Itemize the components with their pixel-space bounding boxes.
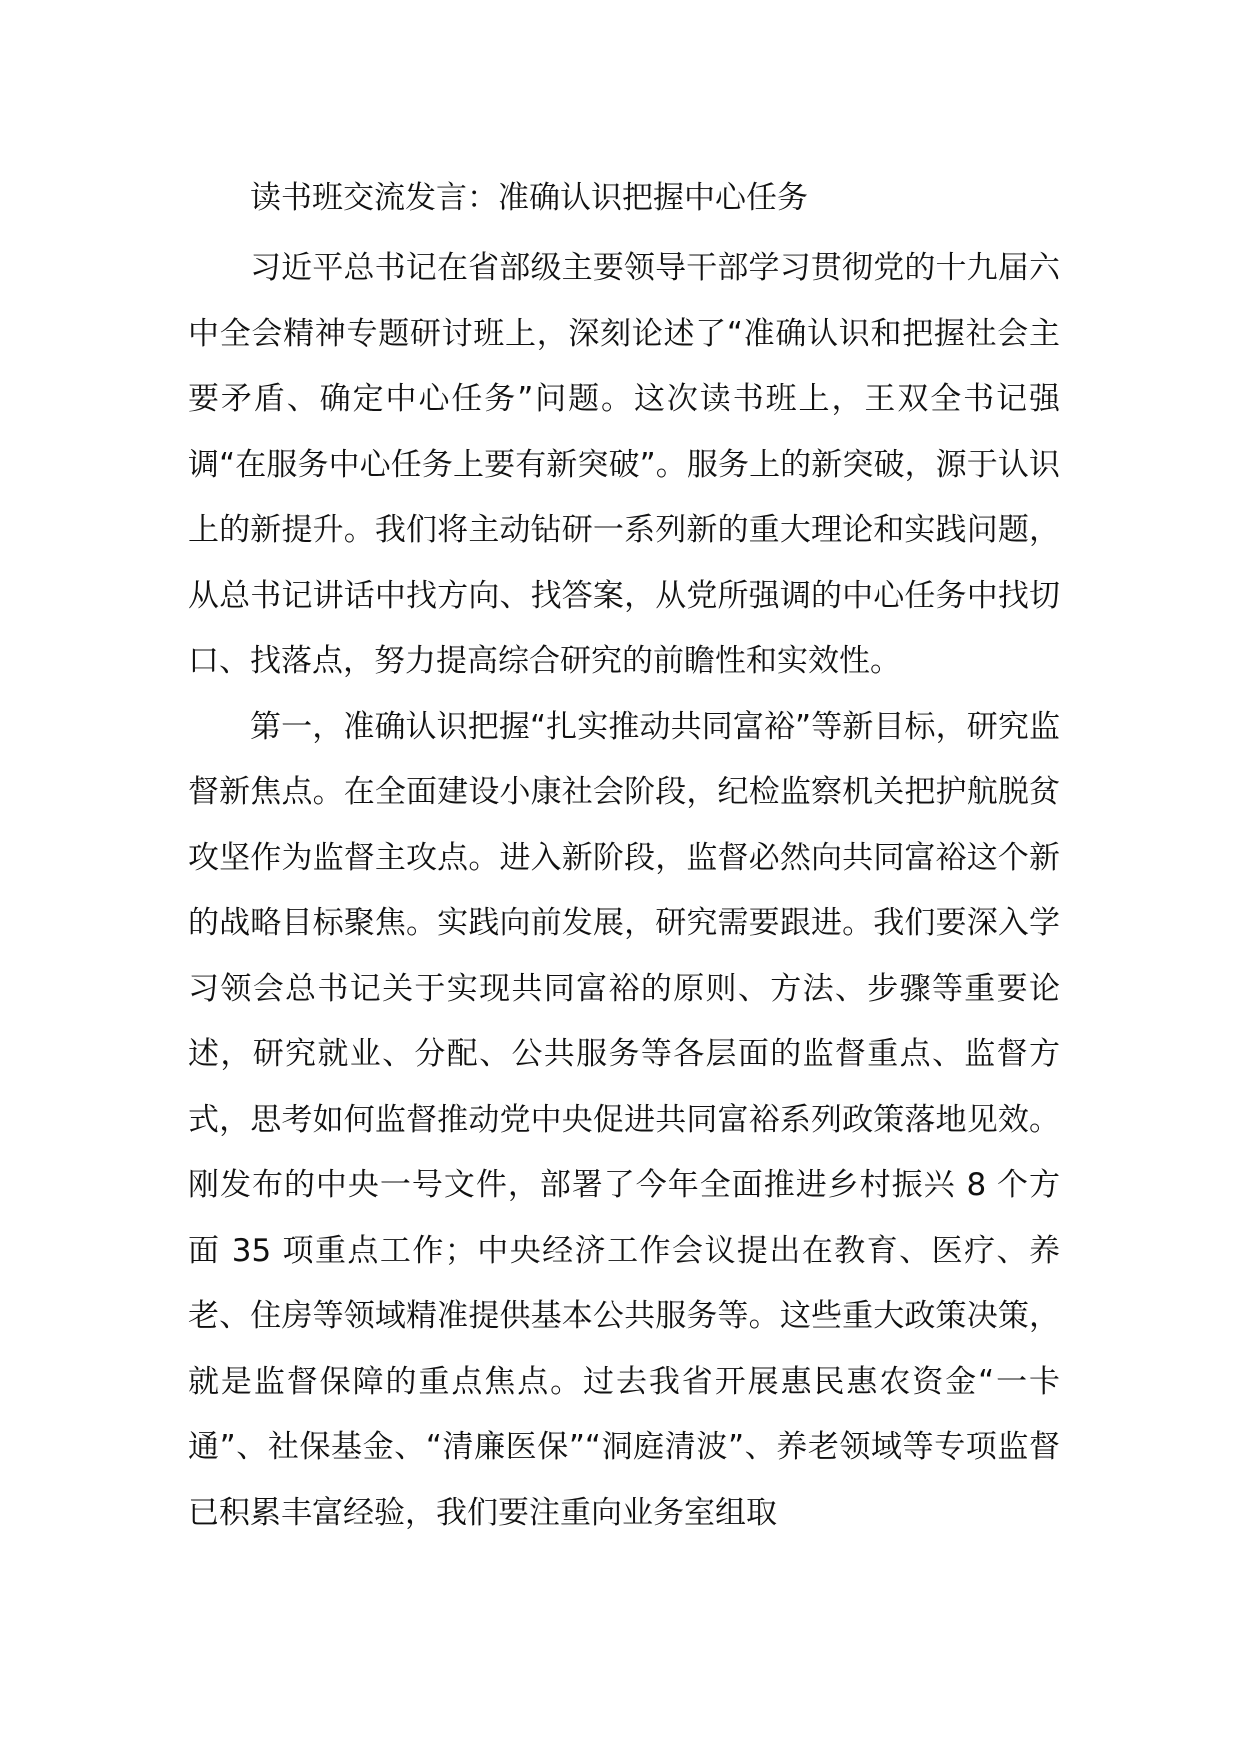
paragraph-intro: 习近平总书记在省部级主要领导干部学习贯彻党的十九届六中全会精神专题研讨班上，深刻论述了“准确认识和把握社会主要矛盾、确定中心任务”问题。这次读书班上，王双全书记强调“在服务中心任务上要有新突破”。服务上的新突破，源于认识上的新提升。我们将主动钻研一系列新的重大理论和实践问题，从总书记讲话中找方向、找答案，从党所强调的中心任务中找切口、找落点，努力提高综合研究的前瞻性和实效性。	[188, 250, 1060, 679]
document-body	[188, 236, 1060, 1546]
document-title: 读书班交流发言：准确认识把握中心任务	[250, 180, 808, 216]
paragraph-first-point: 第一，准确认识把握“扎实推动共同富裕”等新目标，研究监督新焦点。在全面建设小康社会阶段，纪检监察机关把护航脱贫攻坚作为监督主攻点。进入新阶段，监督必然向共同富裕这个新的战略目标聚焦。实践向前发展，研究需要跟进。我们要深入学习领会总书记关于实现共同富裕的原则、方法、步骤等重要论述，研究就业、分配、公共服务等各层面的监督重点、监督方式，思考如何监督推动党中央促进共同富裕系列政策落地见效。刚发布的中央一号文件，部署了今年全面推进乡村振兴 8 个方面 35 项重点工作；中央经济工作会议提出在教育、医疗、养老、住房等领域精准提供基本公共服务等。这些重大政策决策，就是监督保障的重点焦点。过去我省开展惠民惠农资金“一卡通”、社保基金、“清廉医保”“洞庭清波”、养老领域等专项监督已积累丰富经验，我们要注重向业务室组取	[188, 708, 1060, 1531]
